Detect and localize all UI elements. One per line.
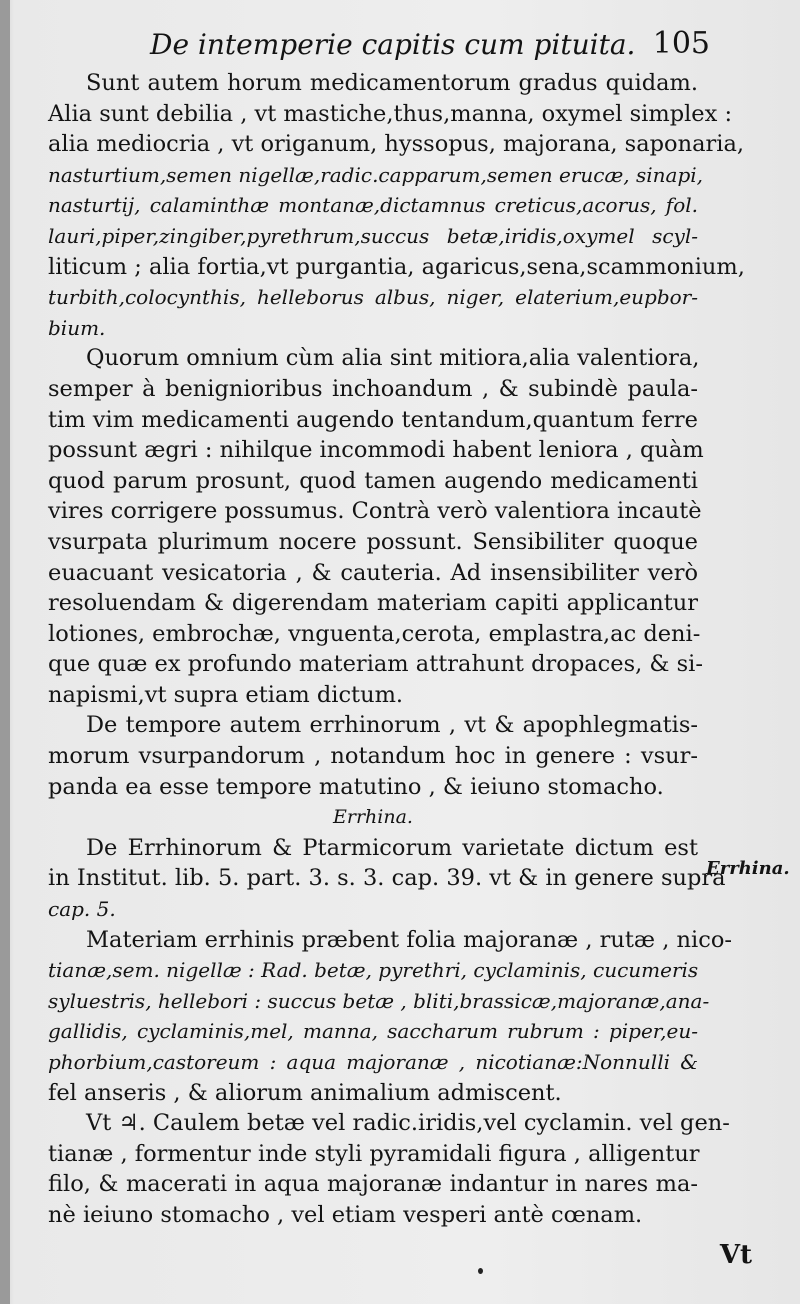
text-line: liticum ; alia fortia,vt purgantia, agaricus,sena,scammonium,: [48, 253, 745, 280]
text-line: alia mediocria , vt origanum, hyssopus, majorana, saponaria,: [48, 131, 745, 158]
margin-note: Errhina.: [706, 858, 790, 879]
text-line: resoluendam & digerendam materiam capiti applicantur: [48, 590, 698, 617]
text-line: tianæ , formentur inde styli pyramidali figura , alligentur: [48, 1140, 700, 1167]
text-line: Materiam errhinis præbent folia majoranæ , rutæ , nico-: [86, 926, 732, 953]
page-binding-edge: [0, 0, 10, 1304]
text-line: possunt ægri : nihilque incommodi habent leniora , quàm: [48, 437, 704, 464]
text-line: fel anseris , & aliorum animalium admiscent.: [48, 1079, 562, 1106]
text-line: De tempore autem errhinorum , vt & apophlegmatis-: [86, 712, 698, 739]
text-line: phorbium,castoreum : aqua majoranæ , nicotianæ:Nonnulli &: [48, 1050, 698, 1074]
text-line: filo, & macerati in aqua majoranæ indantur in nares ma-: [48, 1171, 698, 1198]
text-line: syluestris, hellebori : succus betæ , bliti,brassicæ,majoranæ,ana-: [48, 988, 710, 1013]
page-number: 105: [652, 26, 710, 61]
text-line: vsurpata plurimum nocere possunt. Sensibiliter quoque: [48, 528, 698, 555]
text-line: semper à benignioribus inchoandum , & subindè paula-: [48, 375, 698, 402]
text-line: nè ieiuno stomacho , vel etiam vesperi antè cœnam.: [48, 1201, 643, 1228]
text-line: gallidis, cyclaminis,mel, manna, saccharum rubrum : piper,eu-: [48, 1019, 698, 1044]
text-line: bium.: [48, 315, 106, 340]
text-line: euacuant vesicatoria , & cauteria. Ad insensibiliter verò: [48, 559, 698, 586]
text-line: napismi,vt supra etiam dictum.: [48, 681, 404, 708]
text-line: vires corrigere possumus. Contrà verò valentiora incautè: [48, 498, 702, 525]
text-line: Quorum omnium cùm alia sint mitiora,alia valentiora,: [86, 345, 700, 372]
text-line: nasturtium,semen nigellæ,radic.capparum,semen erucæ, sinapi,: [48, 162, 703, 187]
text-line: tim vim medicamenti augendo tentandum,quantum ferre: [48, 406, 698, 433]
ink-spot: [478, 1268, 483, 1274]
text-line: turbith,colocynthis, helleborus albus, niger, elaterium,eupbor-: [48, 285, 698, 310]
text-line: De Errhinorum & Ptarmicorum varietate dictum est: [86, 834, 698, 861]
text-line: morum vsurpandorum , notandum hoc in genere : vsur-: [48, 743, 698, 770]
text-line: lotiones, embrochæ, vnguenta,cerota, emplastra,ac deni-: [48, 620, 701, 647]
body-text: [48, 68, 745, 1231]
text-line: tianæ,sem. nigellæ : Rad. betæ, pyrethri, cyclaminis, cucumeris: [48, 958, 699, 983]
text-line: lauri,piper,zingiber,pyrethrum,succus betæ,iridis,oxymel scyl-: [48, 223, 698, 248]
running-title: De intemperie capitis cum pituita.: [150, 28, 636, 61]
text-line: Sunt autem horum medicamentorum gradus quidam.: [86, 70, 698, 96]
text-line: in Institut. lib. 5. part. 3. s. 3. cap. 39. vt & in genere supra: [48, 865, 726, 892]
text-line: cap. 5.: [48, 897, 116, 922]
text-line: Vt ♃. Caulem betæ vel radic.iridis,vel cyclamin. vel gen-: [86, 1110, 730, 1137]
text-line: nasturtij, calaminthæ montanæ,dictamnus creticus,acorus, fol.: [48, 193, 698, 218]
text-line: panda ea esse tempore matutino , & ieiuno stomacho.: [48, 773, 664, 800]
text-line: quod parum prosunt, quod tamen augendo medicamenti: [48, 467, 698, 494]
text-line: Errhina.: [333, 806, 413, 829]
text-line: Alia sunt debilia , vt mastiche,thus,manna, oxymel simplex :: [48, 100, 733, 127]
text-line: que quæ ex profundo materiam attrahunt dropaces, & si-: [48, 651, 703, 678]
catchword: Vt: [719, 1240, 752, 1270]
